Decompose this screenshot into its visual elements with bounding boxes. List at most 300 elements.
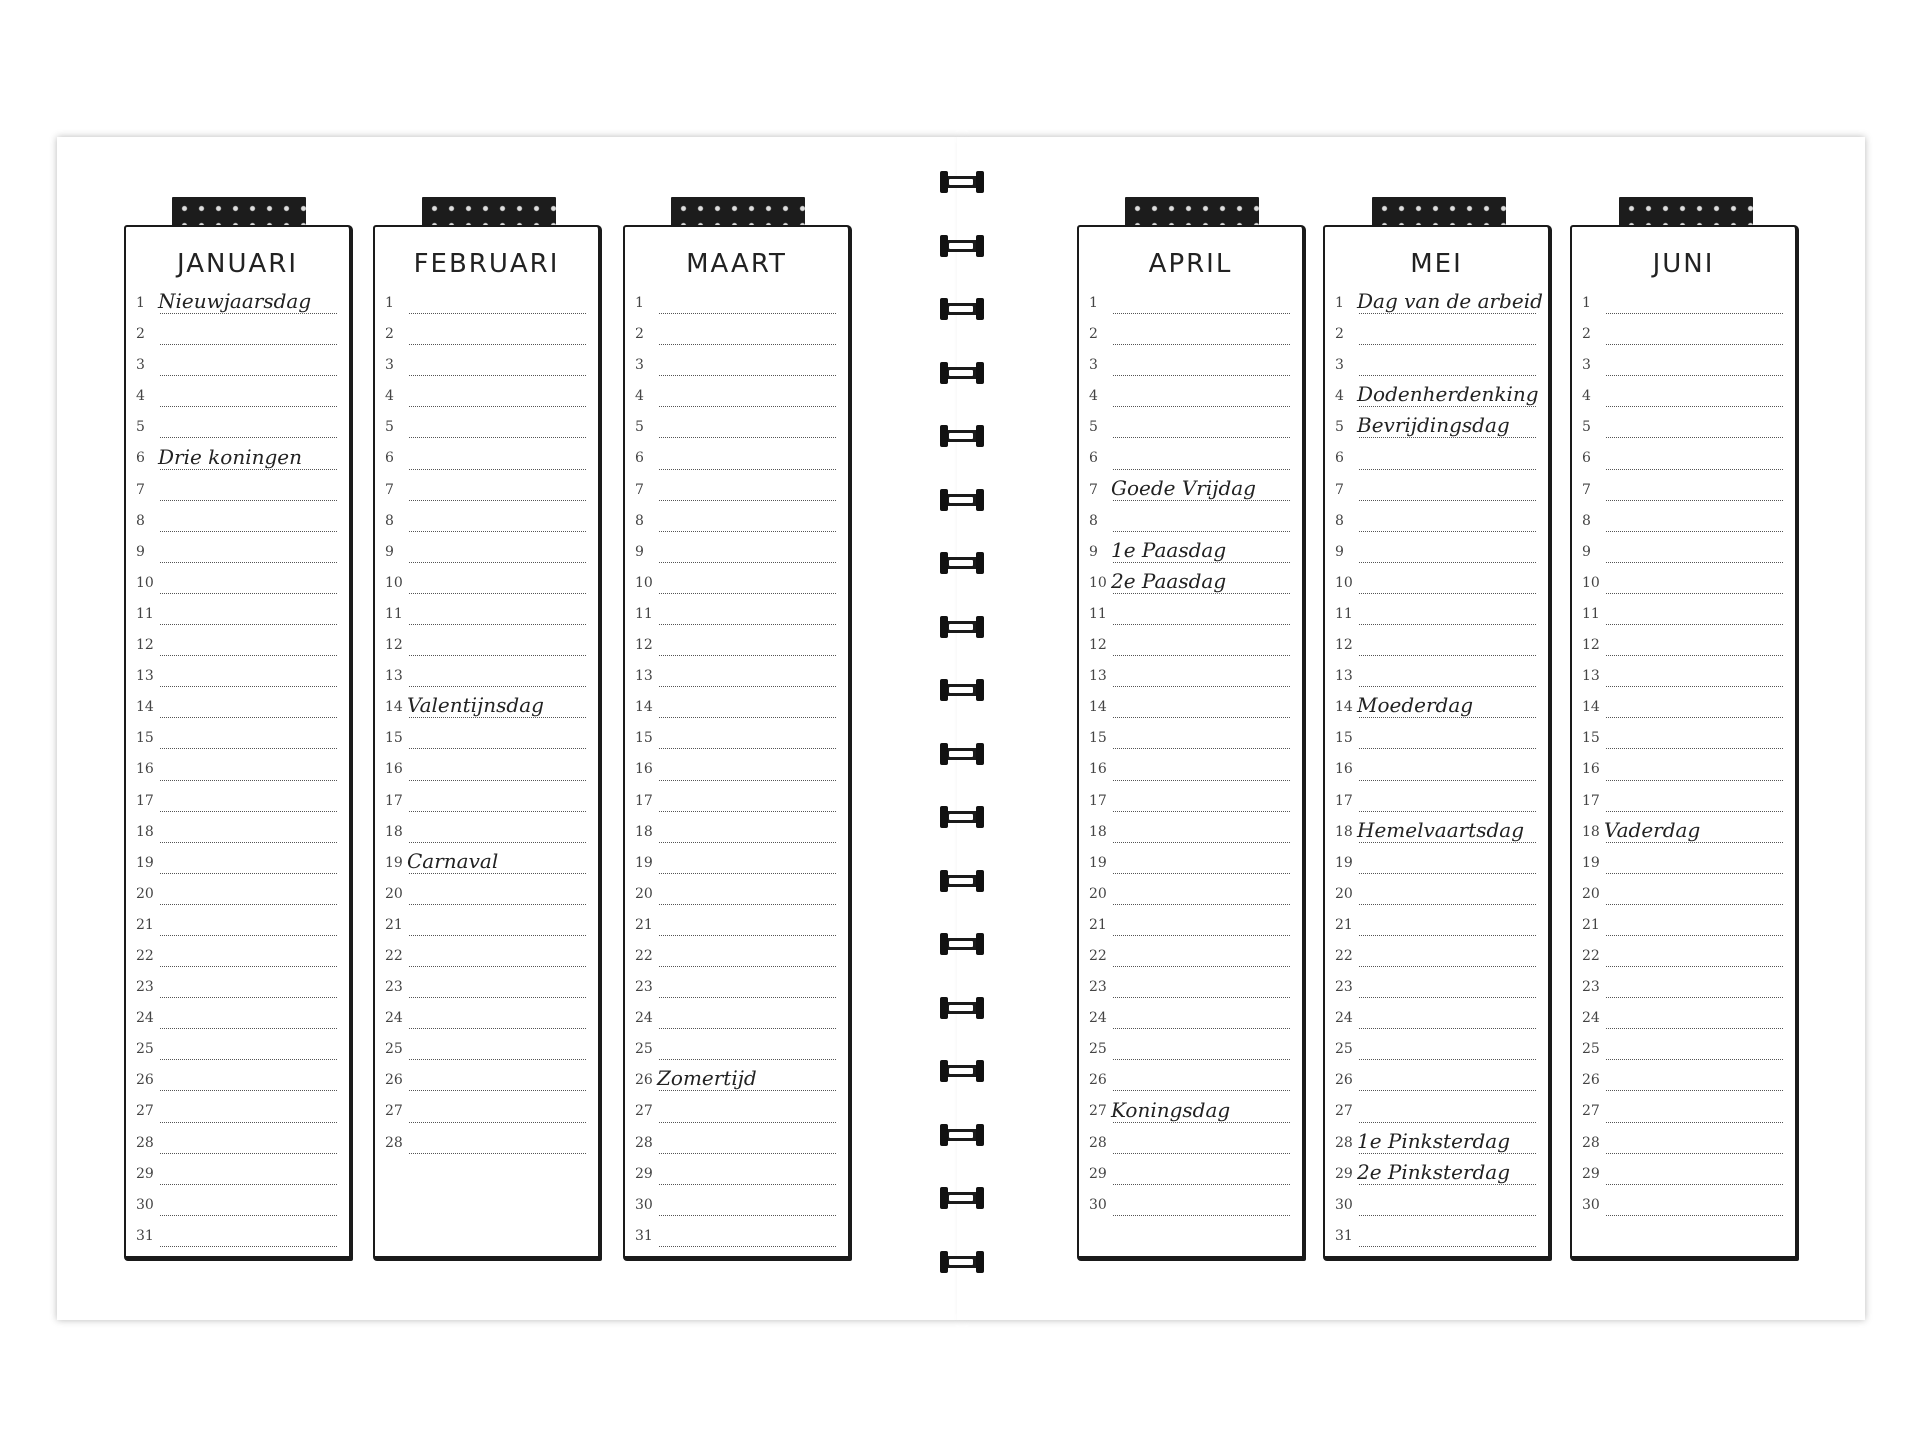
day-row[interactable] (134, 1129, 341, 1160)
day-number: 6 (136, 450, 145, 467)
day-row[interactable] (134, 1066, 341, 1097)
day-number: 27 (1089, 1103, 1107, 1120)
day-row[interactable] (1087, 818, 1294, 849)
dotted-writing-line (409, 562, 586, 563)
day-row[interactable] (134, 444, 341, 475)
dotted-writing-line (1113, 686, 1290, 687)
spiral-ring-icon (940, 616, 984, 638)
day-number: 18 (385, 823, 403, 840)
day-row[interactable] (1087, 973, 1294, 1004)
day-row[interactable] (1580, 755, 1787, 786)
dotted-writing-line (160, 1122, 337, 1123)
day-row[interactable] (633, 787, 840, 818)
day-number: 14 (136, 699, 154, 716)
day-row[interactable] (1087, 289, 1294, 320)
day-row[interactable] (1580, 1129, 1787, 1160)
day-row[interactable] (134, 1004, 341, 1035)
holiday-label: Goede Vrijdag (1111, 475, 1256, 500)
dotted-writing-line (160, 997, 337, 998)
day-row[interactable] (1087, 1066, 1294, 1097)
day-row[interactable] (1580, 724, 1787, 755)
day-row[interactable] (383, 973, 590, 1004)
day-row[interactable] (134, 1035, 341, 1066)
day-row[interactable] (1333, 413, 1540, 444)
day-row[interactable] (1580, 1160, 1787, 1191)
day-row[interactable] (383, 787, 590, 818)
day-row[interactable] (134, 755, 341, 786)
day-row[interactable] (134, 289, 341, 320)
day-row[interactable] (383, 413, 590, 444)
day-number: 27 (1582, 1103, 1600, 1120)
dotted-writing-line (1113, 531, 1290, 532)
day-row[interactable] (633, 382, 840, 413)
day-row[interactable] (1087, 693, 1294, 724)
spiral-ring-icon (940, 298, 984, 320)
day-row[interactable] (383, 942, 590, 973)
day-number: 29 (1335, 1165, 1353, 1182)
dotted-writing-line (1359, 624, 1536, 625)
day-row[interactable] (633, 289, 840, 320)
day-number: 5 (1582, 419, 1591, 436)
day-row[interactable] (383, 693, 590, 724)
day-row[interactable] (383, 538, 590, 569)
day-row[interactable] (1333, 942, 1540, 973)
dotted-writing-line (1606, 1059, 1783, 1060)
day-row[interactable] (1580, 382, 1787, 413)
day-row[interactable] (1087, 351, 1294, 382)
day-number: 21 (635, 916, 653, 933)
day-row[interactable] (633, 724, 840, 755)
day-row[interactable] (1333, 662, 1540, 693)
day-row[interactable] (1333, 320, 1540, 351)
day-row[interactable] (633, 413, 840, 444)
day-row[interactable] (1087, 1004, 1294, 1035)
day-row[interactable] (1087, 849, 1294, 880)
day-row[interactable] (1333, 289, 1543, 320)
day-number: 7 (1089, 481, 1098, 498)
day-row[interactable] (1580, 631, 1787, 662)
day-number: 16 (1089, 761, 1107, 778)
day-row[interactable] (134, 973, 341, 1004)
day-row[interactable] (1580, 942, 1787, 973)
day-number: 4 (1582, 388, 1591, 405)
day-row[interactable] (1580, 1004, 1787, 1035)
day-row[interactable] (383, 289, 590, 320)
day-number: 24 (1089, 1010, 1107, 1027)
day-row[interactable] (633, 1066, 840, 1097)
holiday-label: 1e Pinksterdag (1357, 1128, 1510, 1153)
dotted-writing-line (1606, 500, 1783, 501)
day-row[interactable] (633, 911, 840, 942)
day-row[interactable] (1087, 1097, 1294, 1128)
day-row[interactable] (1087, 476, 1294, 507)
dotted-writing-line (659, 313, 836, 314)
dotted-writing-line (160, 904, 337, 905)
day-row[interactable] (1333, 724, 1540, 755)
day-row[interactable] (1580, 444, 1787, 475)
day-number: 24 (136, 1010, 154, 1027)
day-row[interactable] (633, 1222, 840, 1253)
day-row[interactable] (1087, 787, 1294, 818)
dotted-writing-line (1113, 1122, 1290, 1123)
day-row[interactable] (1087, 600, 1294, 631)
dotted-writing-line (409, 500, 586, 501)
day-row[interactable] (134, 476, 341, 507)
day-row[interactable] (1580, 289, 1787, 320)
day-row[interactable] (134, 818, 341, 849)
day-list (1087, 289, 1294, 1222)
day-row[interactable] (134, 413, 341, 444)
day-row[interactable] (1580, 538, 1787, 569)
day-number: 21 (136, 916, 154, 933)
day-row[interactable] (1580, 351, 1787, 382)
day-row[interactable] (1087, 942, 1294, 973)
dotted-writing-line (1359, 437, 1536, 438)
dotted-writing-line (1113, 811, 1290, 812)
dotted-writing-line (160, 686, 337, 687)
day-number: 29 (1582, 1165, 1600, 1182)
day-row[interactable] (633, 942, 840, 973)
day-row[interactable] (134, 724, 341, 755)
day-row[interactable] (134, 942, 341, 973)
dotted-writing-line (1606, 1215, 1783, 1216)
day-row[interactable] (1087, 1191, 1294, 1222)
day-number: 8 (136, 512, 145, 529)
day-row[interactable] (633, 476, 840, 507)
day-row[interactable] (1580, 507, 1787, 538)
day-row[interactable] (134, 320, 341, 351)
day-row[interactable] (633, 818, 840, 849)
day-number: 3 (1335, 357, 1344, 374)
day-row[interactable] (1087, 631, 1294, 662)
day-row[interactable] (383, 320, 590, 351)
day-row[interactable] (134, 351, 341, 382)
day-number: 12 (1582, 637, 1600, 654)
dotted-writing-line (409, 997, 586, 998)
day-row[interactable] (383, 818, 590, 849)
day-row[interactable] (1333, 538, 1540, 569)
day-row[interactable] (134, 880, 341, 911)
holiday-label: 2e Paasdag (1111, 568, 1227, 593)
dotted-writing-line (160, 562, 337, 563)
dotted-writing-line (659, 904, 836, 905)
day-row[interactable] (383, 911, 590, 942)
day-row[interactable] (633, 1004, 840, 1035)
day-row[interactable] (1333, 1035, 1540, 1066)
day-number: 12 (136, 637, 154, 654)
day-row[interactable] (1333, 818, 1540, 849)
day-row[interactable] (1580, 1097, 1787, 1128)
day-row[interactable] (633, 507, 840, 538)
month-column-februari (373, 225, 602, 1261)
dotted-writing-line (1359, 500, 1536, 501)
spiral-ring-icon (940, 1251, 984, 1273)
day-row[interactable] (134, 1191, 341, 1222)
day-row[interactable] (383, 382, 590, 413)
day-row[interactable] (1333, 631, 1540, 662)
day-row[interactable] (633, 755, 840, 786)
holiday-label: Dodenherdenking (1357, 382, 1539, 407)
day-row[interactable] (383, 631, 590, 662)
day-number: 25 (1582, 1041, 1600, 1058)
day-number: 8 (1089, 512, 1098, 529)
dotted-writing-line (160, 1059, 337, 1060)
day-row[interactable] (1580, 911, 1787, 942)
day-row[interactable] (134, 631, 341, 662)
dotted-writing-line (1359, 562, 1536, 563)
day-row[interactable] (1333, 973, 1540, 1004)
dotted-writing-line (409, 344, 586, 345)
day-row[interactable] (1333, 911, 1540, 942)
day-row[interactable] (1580, 787, 1787, 818)
day-row[interactable] (383, 351, 590, 382)
day-row[interactable] (1333, 880, 1540, 911)
day-row[interactable] (383, 662, 590, 693)
day-row[interactable] (633, 1191, 840, 1222)
day-number: 9 (1335, 543, 1344, 560)
day-row[interactable] (383, 755, 590, 786)
day-row[interactable] (1087, 755, 1294, 786)
day-number: 30 (1089, 1196, 1107, 1213)
day-number: 2 (1335, 326, 1344, 343)
day-row[interactable] (1087, 413, 1294, 444)
day-row[interactable] (383, 507, 590, 538)
day-number: 3 (635, 357, 644, 374)
day-row[interactable] (134, 787, 341, 818)
day-row[interactable] (1580, 476, 1787, 507)
day-row[interactable] (383, 600, 590, 631)
day-number: 20 (635, 885, 653, 902)
holiday-label: Dag van de arbeid (1357, 289, 1543, 314)
day-number: 27 (385, 1103, 403, 1120)
day-number: 5 (136, 419, 145, 436)
dotted-writing-line (160, 966, 337, 967)
day-row[interactable] (134, 382, 341, 413)
day-row[interactable] (1333, 849, 1540, 880)
spiral-ring-icon (940, 806, 984, 828)
day-row[interactable] (1333, 444, 1540, 475)
day-number: 3 (1582, 357, 1591, 374)
day-number: 20 (385, 885, 403, 902)
day-row[interactable] (134, 1097, 341, 1128)
day-row[interactable] (1333, 693, 1540, 724)
month-column-april (1077, 225, 1306, 1261)
dotted-writing-line (160, 780, 337, 781)
dotted-writing-line (1113, 593, 1290, 594)
dotted-writing-line (659, 500, 836, 501)
spiral-ring-icon (940, 997, 984, 1019)
day-row[interactable] (383, 1097, 590, 1128)
day-row[interactable] (134, 569, 341, 600)
day-number: 17 (1582, 792, 1600, 809)
dotted-writing-line (1359, 531, 1536, 532)
day-row[interactable] (1087, 1129, 1294, 1160)
day-number: 9 (1089, 543, 1098, 560)
day-row[interactable] (1333, 476, 1540, 507)
day-row[interactable] (1333, 1097, 1540, 1128)
day-row[interactable] (1580, 818, 1787, 849)
dotted-writing-line (1606, 344, 1783, 345)
day-row[interactable] (633, 351, 840, 382)
day-row[interactable] (633, 538, 840, 569)
day-row[interactable] (1580, 849, 1787, 880)
day-row[interactable] (633, 1160, 840, 1191)
day-row[interactable] (1333, 1191, 1540, 1222)
day-row[interactable] (1087, 1035, 1294, 1066)
day-row[interactable] (1580, 600, 1787, 631)
month-column-mei (1323, 225, 1552, 1261)
dotted-writing-line (659, 780, 836, 781)
day-row[interactable] (633, 320, 840, 351)
day-number: 6 (635, 450, 644, 467)
day-row[interactable] (633, 973, 840, 1004)
dotted-writing-line (659, 686, 836, 687)
day-row[interactable] (1580, 1191, 1787, 1222)
day-row[interactable] (134, 849, 341, 880)
day-row[interactable] (1580, 1035, 1787, 1066)
day-row[interactable] (1087, 724, 1294, 755)
day-row[interactable] (1087, 569, 1294, 600)
day-number: 25 (1335, 1041, 1353, 1058)
day-row[interactable] (383, 880, 590, 911)
day-row[interactable] (1333, 1129, 1540, 1160)
dotted-writing-line (160, 655, 337, 656)
day-row[interactable] (1580, 693, 1787, 724)
dotted-writing-line (160, 1090, 337, 1091)
day-row[interactable] (134, 1160, 341, 1191)
spiral-ring-icon (940, 743, 984, 765)
day-row[interactable] (1580, 880, 1787, 911)
dotted-writing-line (409, 811, 586, 812)
day-row[interactable] (134, 662, 341, 693)
day-row[interactable] (633, 662, 840, 693)
dotted-writing-line (1606, 1028, 1783, 1029)
day-number: 13 (136, 668, 154, 685)
dotted-writing-line (659, 873, 836, 874)
day-row[interactable] (633, 849, 840, 880)
day-row[interactable] (134, 538, 341, 569)
day-row[interactable] (633, 880, 840, 911)
dotted-writing-line (1113, 562, 1290, 563)
holiday-label: Hemelvaartsdag (1357, 817, 1525, 842)
day-number: 31 (635, 1227, 653, 1244)
day-row[interactable] (383, 444, 590, 475)
day-row[interactable] (1087, 538, 1294, 569)
day-number: 10 (136, 574, 154, 591)
dotted-writing-line (409, 873, 586, 874)
dotted-writing-line (409, 406, 586, 407)
dotted-writing-line (659, 1028, 836, 1029)
day-row[interactable] (1087, 507, 1294, 538)
dotted-writing-line (1113, 313, 1290, 314)
day-row[interactable] (633, 1129, 840, 1160)
day-row[interactable] (134, 600, 341, 631)
day-row[interactable] (383, 476, 590, 507)
day-number: 15 (385, 730, 403, 747)
day-row[interactable] (383, 1066, 590, 1097)
day-row[interactable] (134, 1222, 341, 1253)
day-row[interactable] (1333, 1160, 1540, 1191)
day-row[interactable] (633, 444, 840, 475)
day-row[interactable] (1333, 755, 1540, 786)
day-row[interactable] (383, 724, 590, 755)
dotted-writing-line (1359, 593, 1536, 594)
dotted-writing-line (160, 406, 337, 407)
day-row[interactable] (633, 693, 840, 724)
day-row[interactable] (1333, 569, 1540, 600)
day-row[interactable] (1087, 382, 1294, 413)
day-number: 14 (1089, 699, 1107, 716)
day-row[interactable] (1333, 351, 1540, 382)
dotted-writing-line (1359, 406, 1536, 407)
dotted-writing-line (1606, 748, 1783, 749)
dotted-writing-line (1359, 717, 1536, 718)
day-row[interactable] (1580, 1066, 1787, 1097)
day-row[interactable] (1333, 382, 1540, 413)
day-number: 4 (1335, 388, 1344, 405)
day-row[interactable] (1333, 600, 1540, 631)
dotted-writing-line (1113, 1028, 1290, 1029)
day-number: 2 (1582, 326, 1591, 343)
day-row[interactable] (1087, 444, 1294, 475)
day-row[interactable] (1333, 507, 1540, 538)
dotted-writing-line (1113, 624, 1290, 625)
day-row[interactable] (633, 631, 840, 662)
holiday-label: 2e Pinksterdag (1357, 1159, 1510, 1184)
day-number: 2 (1089, 326, 1098, 343)
dotted-writing-line (160, 469, 337, 470)
day-number: 20 (1335, 885, 1353, 902)
day-row[interactable] (1580, 569, 1787, 600)
dotted-writing-line (659, 1122, 836, 1123)
day-row[interactable] (1087, 662, 1294, 693)
day-row[interactable] (383, 1129, 590, 1160)
day-row[interactable] (1333, 1066, 1540, 1097)
day-row[interactable] (383, 1004, 590, 1035)
day-row[interactable] (633, 569, 840, 600)
day-row[interactable] (1087, 880, 1294, 911)
day-row[interactable] (1087, 320, 1294, 351)
day-number: 17 (635, 792, 653, 809)
day-row[interactable] (1087, 911, 1294, 942)
month-column-januari (124, 225, 353, 1261)
day-row[interactable] (633, 600, 840, 631)
day-row[interactable] (633, 1035, 840, 1066)
day-row[interactable] (134, 693, 341, 724)
day-row[interactable] (1580, 320, 1787, 351)
day-row[interactable] (1087, 1160, 1294, 1191)
day-row[interactable] (1580, 973, 1787, 1004)
dotted-writing-line (1359, 655, 1536, 656)
day-row[interactable] (134, 507, 341, 538)
day-number: 3 (1089, 357, 1098, 374)
day-row[interactable] (1333, 1222, 1540, 1253)
day-row[interactable] (383, 569, 590, 600)
day-number: 6 (1582, 450, 1591, 467)
day-number: 14 (385, 699, 403, 716)
day-row[interactable] (383, 849, 590, 880)
day-row[interactable] (1333, 1004, 1540, 1035)
day-row[interactable] (134, 911, 341, 942)
day-row[interactable] (1580, 413, 1787, 444)
day-row[interactable] (1333, 787, 1540, 818)
day-row[interactable] (383, 1035, 590, 1066)
dotted-writing-line (1113, 966, 1290, 967)
dotted-writing-line (659, 531, 836, 532)
day-row[interactable] (1580, 662, 1787, 693)
day-number: 29 (635, 1165, 653, 1182)
day-row[interactable] (633, 1097, 840, 1128)
